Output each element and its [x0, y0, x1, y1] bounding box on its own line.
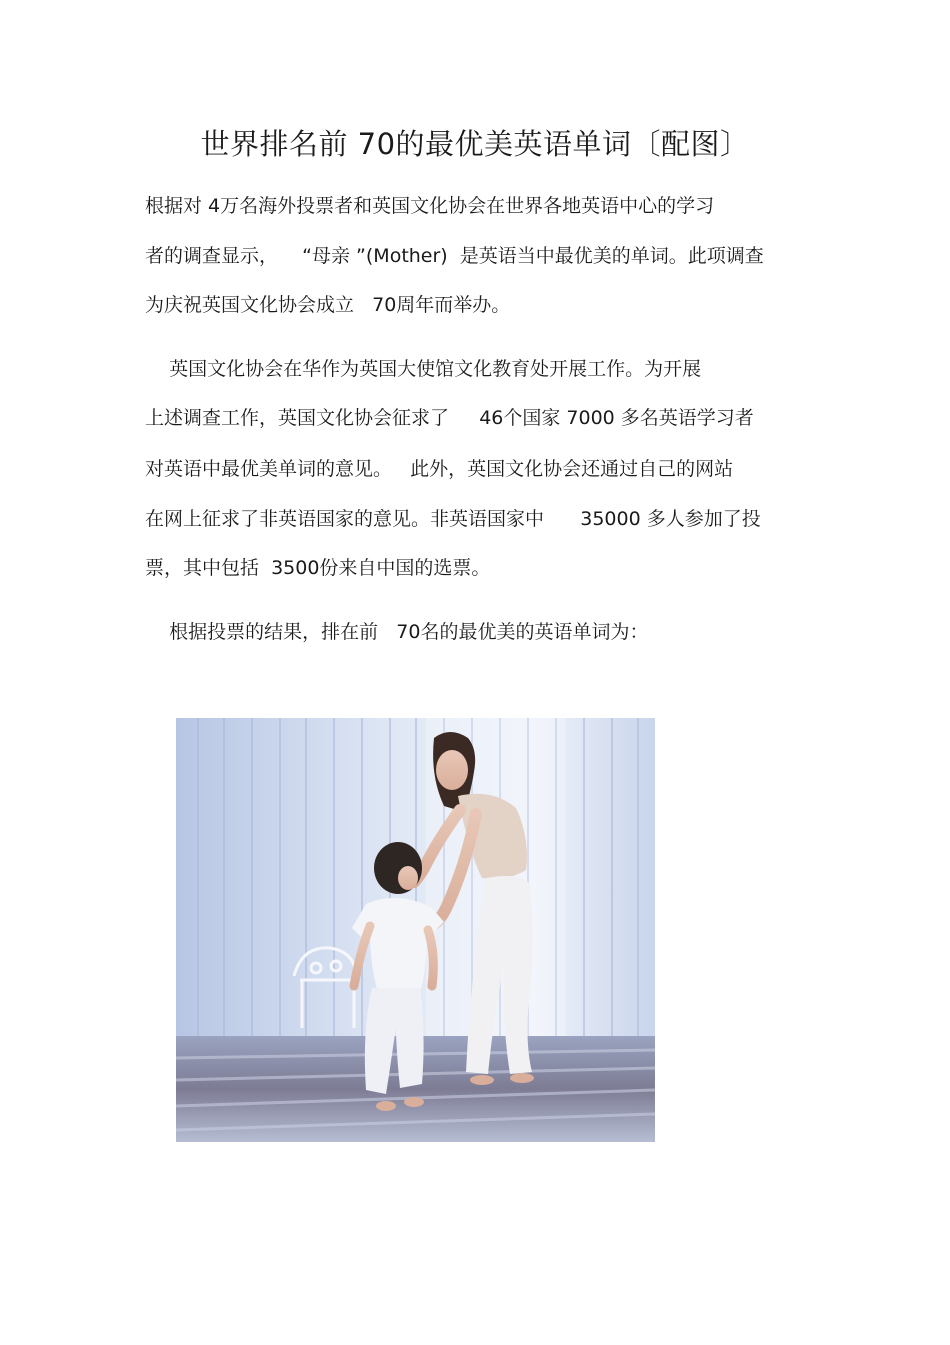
paragraph-2-line-3: 对英语中最优美单词的意见。 此外，英国文化协会还通过自己的网站	[145, 458, 734, 480]
paragraph-2-line-5: 票，其中包括 3500份来自中国的选票。	[145, 557, 491, 579]
paragraph-2-line-1: 英国文化协会在华作为英国大使馆文化教育处开展工作。为开展	[145, 358, 702, 380]
paragraph-1-line-1: 根据对 4万名海外投票者和英国文化协会在世界各地英语中心的学习	[145, 195, 715, 217]
paragraph-2-line-4: 在网上征求了非英语国家的意见。非英语国家中 35000 多人参加了投	[145, 508, 761, 530]
paragraph-2-line-2: 上述调查工作，英国文化协会征求了 46个国家 7000 多名英语学习者	[145, 407, 754, 429]
paragraph-3-line-1: 根据投票的结果，排在前 70名的最优美的英语单词为：	[145, 621, 649, 643]
document-title: 世界排名前 70的最优美英语单词〔配图〕	[200, 127, 750, 161]
paragraph-1-line-3: 为庆祝英国文化协会成立 70周年而举办。	[145, 294, 511, 316]
paragraph-1-line-2: 者的调查显示， “母亲 ”(Mother) 是英语当中最优美的单词。此项调查	[145, 245, 764, 267]
mother-child-photo	[176, 718, 655, 1142]
